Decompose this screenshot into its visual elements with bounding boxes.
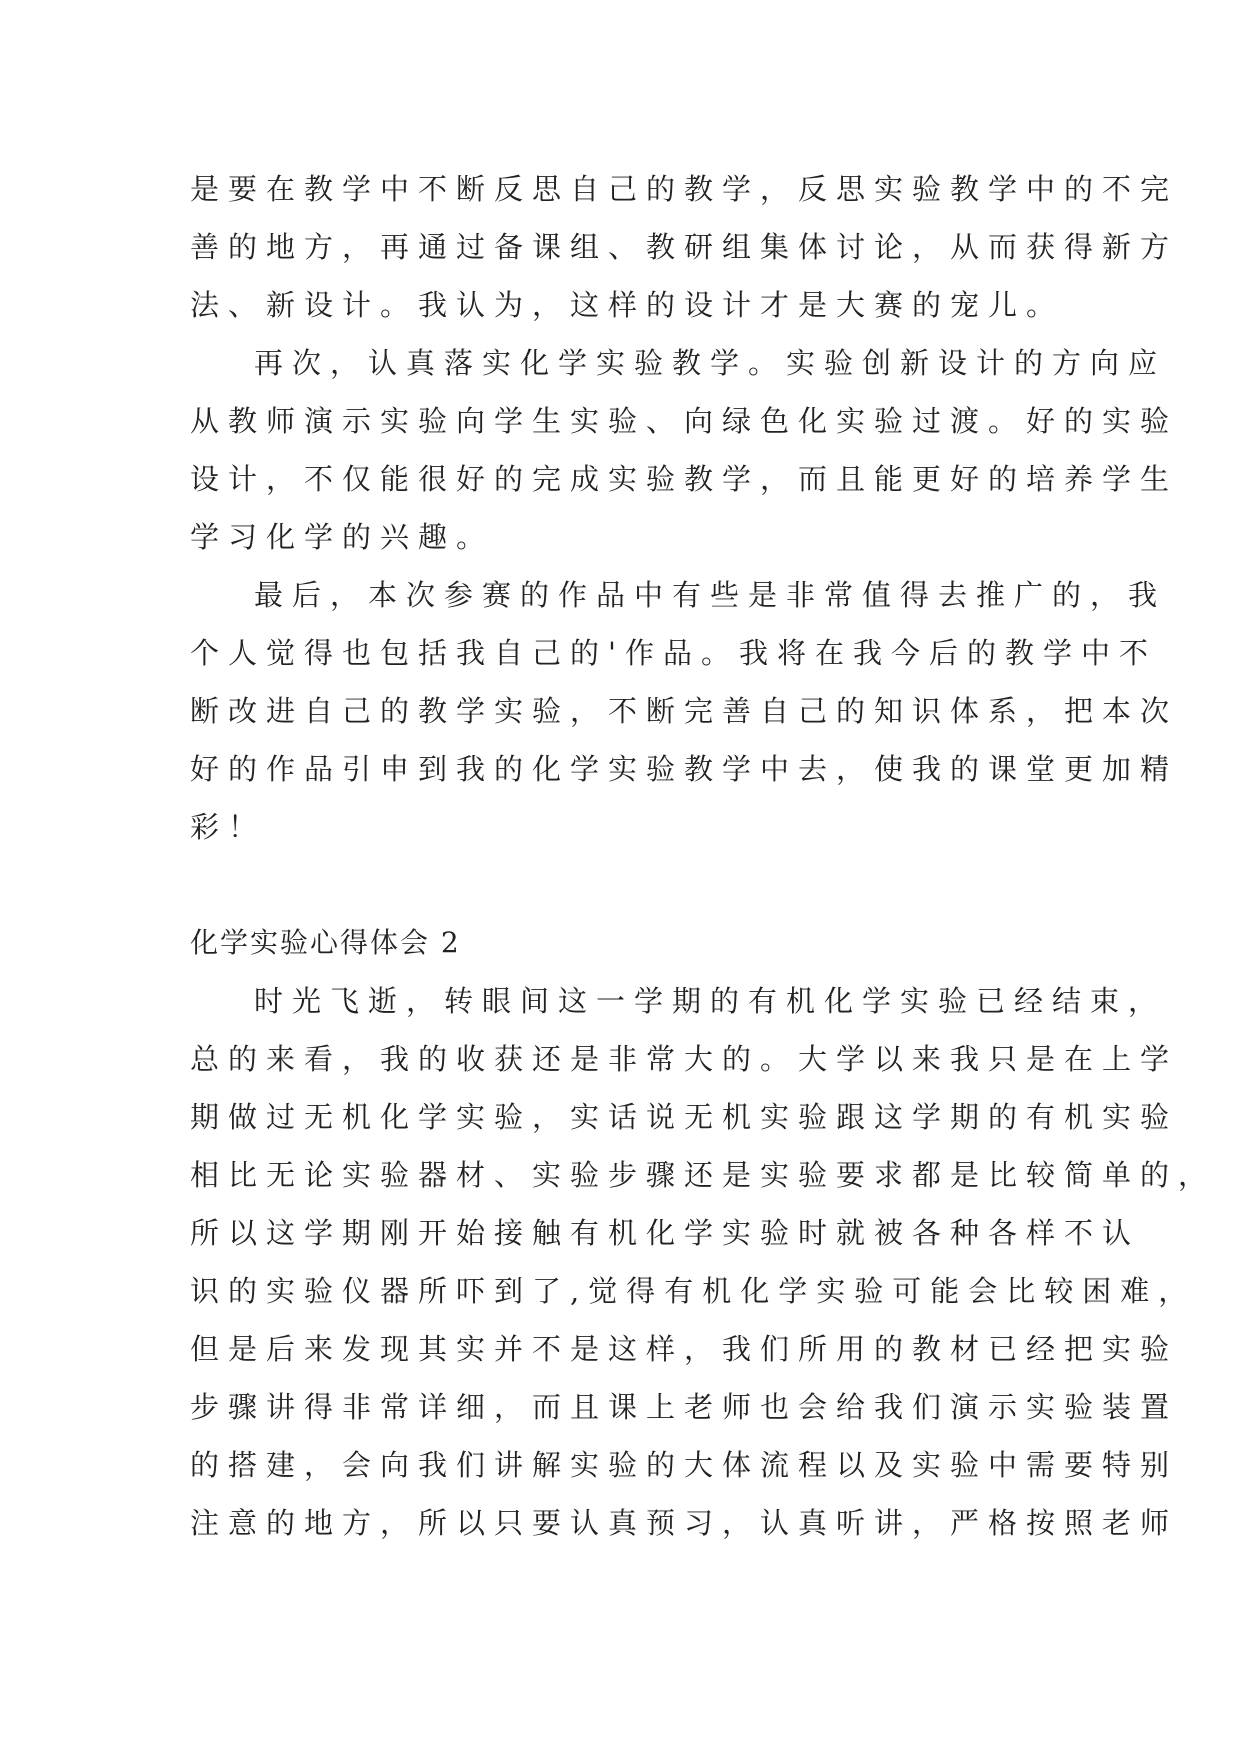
text-line: 再次，认真落实化学实验教学。实验创新设计的方向应 (254, 346, 1167, 380)
text-line: 但是后来发现其实并不是这样，我们所用的教材已经把实验 (190, 1332, 1179, 1366)
text-line: 好的作品引申到我的化学实验教学中去，使我的课堂更加精 (190, 752, 1179, 786)
text-line: 相比无论实验器材、实验步骤还是实验要求都是比较简单的， (190, 1158, 1217, 1192)
text-line: 期做过无机化学实验，实话说无机实验跟这学期的有机实验 (190, 1100, 1179, 1134)
text-line: 法、新设计。我认为，这样的设计才是大赛的宠儿。 (190, 288, 1065, 322)
document-page (190, 160, 1217, 1552)
text-line: 步骤讲得非常详细，而且课上老师也会给我们演示实验装置 (190, 1390, 1179, 1424)
section-2-paragraph (190, 972, 1217, 1552)
text-line: 个人觉得也包括我自己的'作品。我将在我今后的教学中不 (190, 636, 1157, 670)
text-line: 总的来看，我的收获还是非常大的。大学以来我只是在上学 (190, 1042, 1179, 1076)
text-line: 善的地方，再通过备课组、教研组集体讨论，从而获得新方 (190, 230, 1179, 264)
text-line: 最后，本次参赛的作品中有些是非常值得去推广的，我 (254, 578, 1167, 612)
text-line: 的搭建，会向我们讲解实验的大体流程以及实验中需要特别 (190, 1448, 1179, 1482)
text-line: 识的实验仪器所吓到了,觉得有机化学实验可能会比较困难， (190, 1274, 1197, 1308)
text-line: 是要在教学中不断反思自己的教学，反思实验教学中的不完 (190, 172, 1179, 206)
text-line: 从教师演示实验向学生实验、向绿色化实验过渡。好的实验 (190, 404, 1179, 438)
text-line: 所以这学期刚开始接触有机化学实验时就被各种各样不认 (190, 1216, 1141, 1250)
section-heading: 化学实验心得体会 2 (190, 926, 461, 959)
paragraph-1 (190, 160, 1179, 334)
text-line: 注意的地方，所以只要认真预习，认真听讲，严格按照老师 (190, 1506, 1179, 1540)
text-line: 断改进自己的教学实验，不断完善自己的知识体系，把本次 (190, 694, 1179, 728)
text-line: 设计，不仅能很好的完成实验教学，而且能更好的培养学生 (190, 462, 1179, 496)
text-line: 时光飞逝，转眼间这一学期的有机化学实验已经结束， (254, 984, 1167, 1018)
text-line: 彩！ (190, 810, 267, 844)
paragraph-3 (190, 566, 1179, 856)
paragraph-2 (190, 334, 1179, 566)
text-line: 学习化学的兴趣。 (190, 520, 495, 554)
